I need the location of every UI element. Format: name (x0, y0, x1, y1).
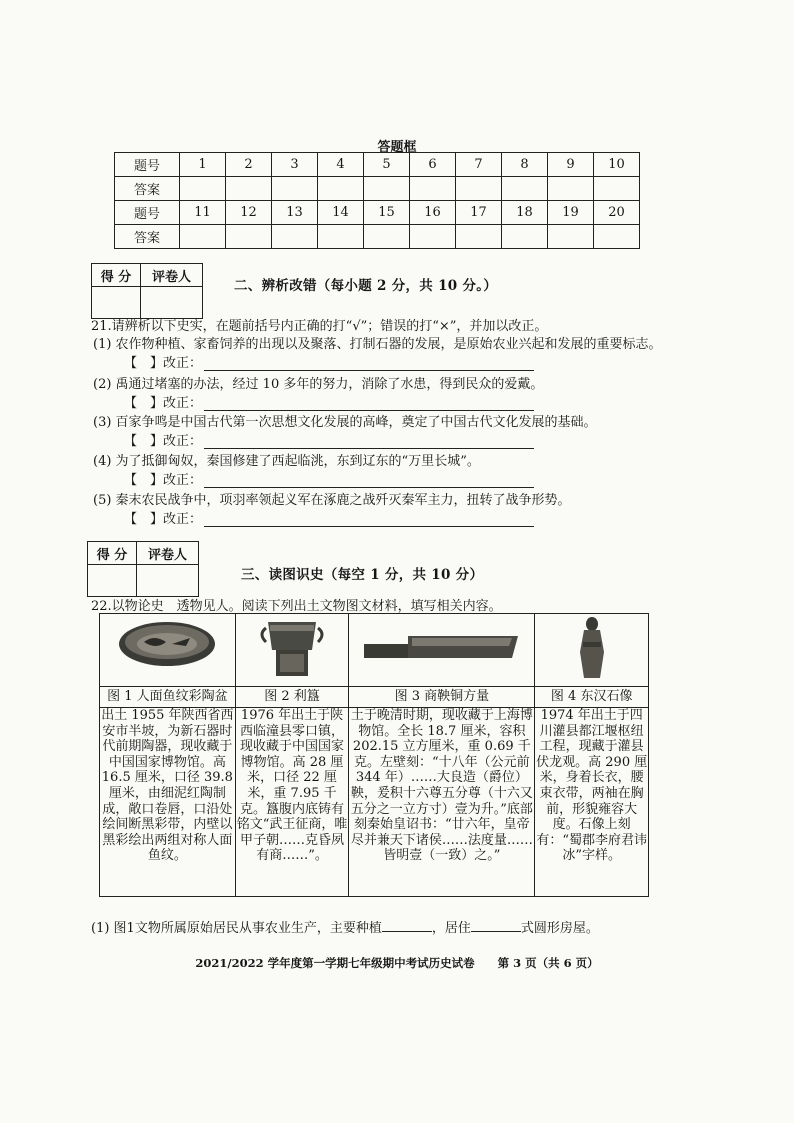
answer-cell[interactable] (180, 225, 226, 249)
correction-blank[interactable] (204, 397, 534, 411)
question-number: 8 (502, 153, 548, 177)
correction-line (124, 469, 534, 488)
answer-cell[interactable] (456, 225, 502, 249)
score-box (91, 263, 203, 319)
answer-cell[interactable] (456, 177, 502, 201)
question-number: 19 (548, 201, 594, 225)
section-title: 三、读图识史（每空 1 分，共 10 分） (241, 567, 484, 583)
answer-cell[interactable] (410, 225, 456, 249)
eastern-han-stone-statue-image (536, 614, 648, 682)
question-21: 21.请辨析以下史实，在题前括号内正确的打“√”；错误的打“×”，并加以改正。 (91, 319, 548, 334)
question-number: 4 (318, 153, 364, 177)
answer-cell[interactable] (594, 177, 640, 201)
answer-cell[interactable] (318, 177, 364, 201)
answer-cell[interactable] (364, 177, 410, 201)
answer-cell[interactable] (226, 225, 272, 249)
row-label: 题号 (115, 153, 180, 177)
answer-cell[interactable] (272, 177, 318, 201)
grader-cell[interactable] (136, 565, 198, 597)
question-number: 9 (548, 153, 594, 177)
artifact-image-cell (235, 614, 349, 687)
statement-2: (2) 禹通过堵塞的办法，经过 10 多年的努力，消除了水患，得到民众的爱戴。 (93, 377, 544, 392)
score-label: 得 分 (88, 542, 137, 565)
bracket-label: 【 】改正： (124, 356, 203, 371)
statement-5: (5) 秦末农民战争中，项羽率领起义军在涿鹿之战歼灭秦军主力，扭转了战争形势。 (93, 493, 571, 508)
answer-cell[interactable] (226, 177, 272, 201)
question-number: 10 (594, 153, 640, 177)
question-number: 2 (226, 153, 272, 177)
answer-cell[interactable] (548, 177, 594, 201)
answer-cell[interactable] (548, 225, 594, 249)
answer-cell[interactable] (594, 225, 640, 249)
fill-text: (1) 图1文物所属原始居民从事农业生产，主要种植 (91, 921, 382, 936)
question-number: 11 (180, 201, 226, 225)
answer-cell[interactable] (502, 177, 548, 201)
statement-3: (3) 百家争鸣是中国古代第一次思想文化发展的高峰，奠定了中国古代文化发展的基础。 (93, 415, 597, 430)
correction-line (124, 508, 534, 527)
correction-line (124, 352, 534, 371)
row-label: 答案 (115, 225, 180, 249)
question-number: 13 (272, 201, 318, 225)
artifact-table (99, 613, 649, 897)
artifact-caption: 图 2 利簋 (235, 687, 349, 708)
artifact-description: 1974 年出土于四川灌县都江堰枢纽工程，现藏于灌县伏龙观。高 290 厘米，身着长衣，腰束衣带，两袖在胸前，形貌雍容大度。石像上刻有：“蜀郡李府君讳冰”字样。 (535, 708, 649, 897)
score-box (87, 541, 199, 597)
answer-cell[interactable] (272, 225, 318, 249)
correction-blank[interactable] (204, 513, 534, 527)
answer-cell[interactable] (410, 177, 456, 201)
artifact-description: 土于晚清时期，现收藏于上海博物馆。全长 18.7 厘米，容积 202.15 立方厘米，重 0.69 千克。左壁刻：“十八年（公元前344 年）……大良造（爵位）鞅，爰积十六尊五分尊（十六又五分之一立方寸）壹为升。”底部刻秦始皇诏书：“廿六年，皇帝尽并兼天下诸侯……法度量……皆明壹（一致）之。” (349, 708, 535, 897)
answer-cell[interactable] (502, 225, 548, 249)
bracket-label: 【 】改正： (124, 512, 203, 527)
question-number: 15 (364, 201, 410, 225)
score-cell[interactable] (92, 287, 141, 319)
bracket-label: 【 】改正： (124, 434, 203, 449)
question-number: 20 (594, 201, 640, 225)
artifact-caption: 图 4 东汉石像 (535, 687, 649, 708)
artifact-image-cell (100, 614, 236, 687)
section-title: 二、辨析改错（每小题 2 分，共 10 分。） (234, 278, 498, 294)
question-22: 22.以物论史 透物见人。阅读下列出土文物图文材料，填写相关内容。 (91, 599, 502, 614)
artifact-caption: 图 3 商鞅铜方量 (349, 687, 535, 708)
question-number: 18 (502, 201, 548, 225)
page-footer: 2021/2022 学年度第一学期七年级期中考试历史试卷 第 3 页（共 6 页） (195, 956, 599, 970)
bracket-label: 【 】改正： (124, 396, 203, 411)
artifact-image-cell (349, 614, 535, 687)
grader-label: 评卷人 (140, 264, 202, 287)
bracket-label: 【 】改正： (124, 473, 203, 488)
answer-grid (114, 152, 640, 249)
crop-blank[interactable] (382, 919, 432, 932)
question-number: 1 (180, 153, 226, 177)
question-number: 6 (410, 153, 456, 177)
correction-blank[interactable] (204, 474, 534, 488)
table-row (115, 153, 640, 177)
correction-blank[interactable] (204, 357, 534, 371)
grader-label: 评卷人 (136, 542, 198, 565)
question-number: 7 (456, 153, 502, 177)
painted-pottery-basin-image (100, 614, 234, 682)
correction-line (124, 392, 534, 411)
table-row (115, 225, 640, 249)
house-blank[interactable] (471, 919, 521, 932)
answer-box-title: 答题框 (377, 140, 417, 155)
statement-1: (1) 农作物种植、家畜饲养的出现以及聚落、打制石器的发展，是原始农业兴起和发展的重要标志。 (93, 337, 662, 352)
answer-cell[interactable] (318, 225, 364, 249)
question-number: 3 (272, 153, 318, 177)
question-number: 17 (456, 201, 502, 225)
answer-cell[interactable] (364, 225, 410, 249)
artifact-description: 1976 年出土于陕西临潼县零口镇，现收藏于中国国家博物馆。高 28 厘米，口径 22 厘米，重 7.95 千克。簋腹内底铸有铭文“武王征商，唯甲子朝……克昏夙有商……”。 (235, 708, 349, 897)
artifact-caption: 图 1 人面鱼纹彩陶盆 (100, 687, 236, 708)
fill-text: 式圆形房屋。 (520, 921, 599, 936)
correction-blank[interactable] (204, 435, 534, 449)
table-row (115, 177, 640, 201)
artifact-image-cell (535, 614, 649, 687)
question-number: 14 (318, 201, 364, 225)
question-number: 16 (410, 201, 456, 225)
artifact-description: 出土 1955 年陕西省西安市半坡，为新石器时代前期陶器，现收藏于中国国家博物馆。高 16.5 厘米，口径 39.8 厘米，由细泥红陶制成，敞口卷唇，口沿处绘间断黑彩带，内壁以黑彩绘出两组对称人面鱼纹。 (100, 708, 236, 897)
shang-yang-bronze-measure-image (350, 614, 534, 682)
score-cell[interactable] (88, 565, 137, 597)
fill-question-1 (91, 917, 599, 936)
row-label: 题号 (115, 201, 180, 225)
correction-line (124, 430, 534, 449)
answer-cell[interactable] (180, 177, 226, 201)
statement-4: (4) 为了抵御匈奴，秦国修建了西起临洮，东到辽东的“万里长城”。 (93, 454, 480, 469)
row-label: 答案 (115, 177, 180, 201)
fill-text: ，居住 (431, 921, 471, 936)
table-row (115, 201, 640, 225)
score-label: 得 分 (92, 264, 141, 287)
grader-cell[interactable] (140, 287, 202, 319)
question-number: 12 (226, 201, 272, 225)
li-gui-vessel-image (236, 614, 348, 682)
question-number: 5 (364, 153, 410, 177)
